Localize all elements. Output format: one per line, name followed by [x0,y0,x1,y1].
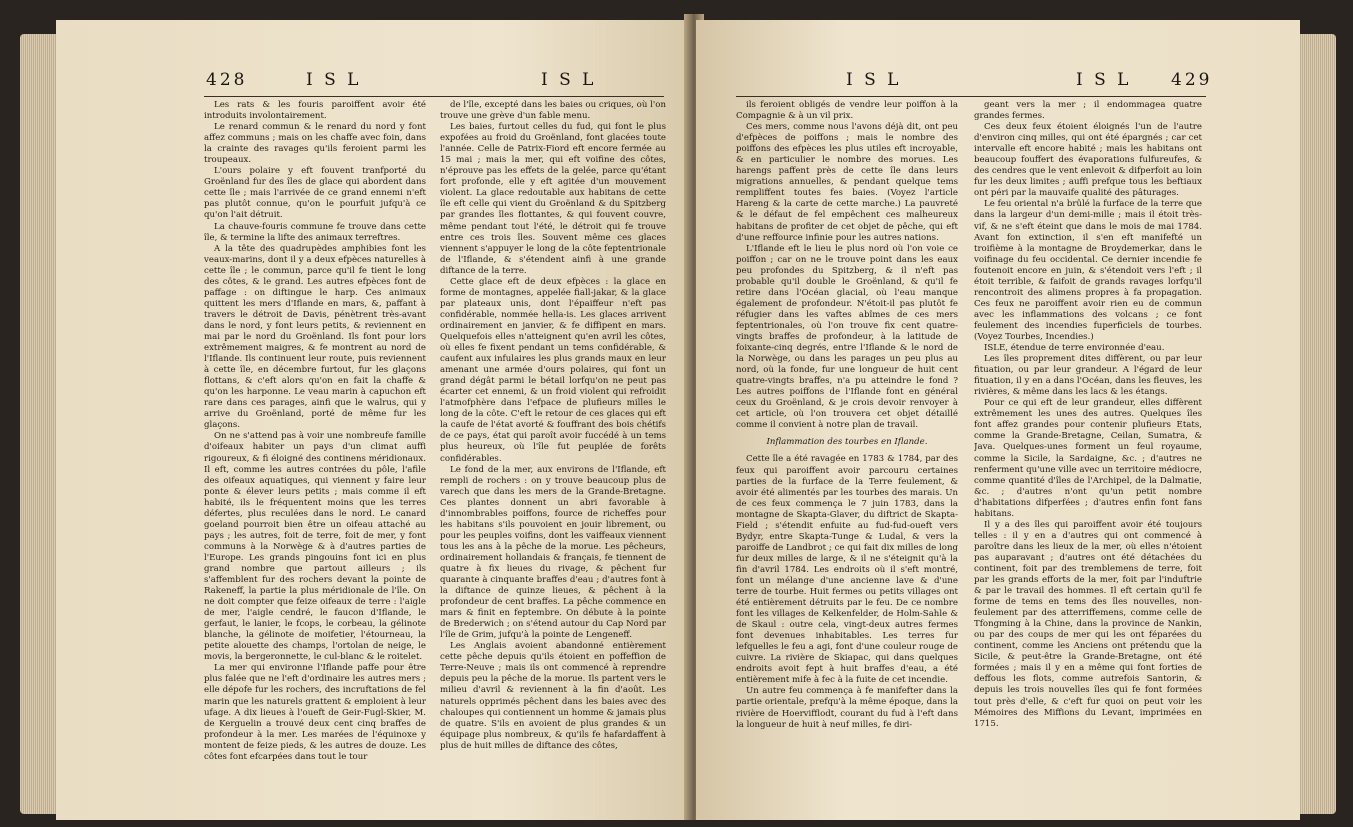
paragraph: ils feroient obligés de vendre leur poiffon à la Compagnie & à un vil prix. [736,100,958,122]
paragraph: La chauve-fouris commune fe trouve dans cette île, & termine la lifte des animaux terreftres. [204,221,426,243]
left-running-head-1: I S L [306,70,362,90]
right-column-1 [736,100,958,812]
paragraph: Cette glace eft de deux efpèces : la glace en forme de montagnes, appelée fiall-jakar, & la glace par plateaux unis, dont l'épaiffeur n'eft pas confidérable, nommée hella-is. Les glaces arrivent ordinairement en janvier, & fe diffipent en mars. Quelquefois elles n'atteignent qu'en avril les côtes, où elles fe fixent pendant un tems confidérable, & caufent aux infulaires les plus grands maux en leur amenant une armée d'ours polaires, qui font un grand dégât parmi le bétail lorfqu'on ne peut pas écarter cet ennemi, & un froid violent qui refroidit l'atmofphère dans l'efpace de plufieurs milles le long de la côte. C'eft le retour de ces glaces qui eft la caufe de l'état avorté & fouffrant des bois chétifs de ce pays, état qui paroît avoir fuccédé à un tems plus heureux, où l'île fut peuplée de forêts confidérables. [440,276,666,464]
page-edges-left [20,34,60,814]
left-page [56,20,692,820]
left-column-2 [440,100,666,812]
paragraph: Les rats & les fouris paroiffent avoir été introduits involontairement. [204,100,426,122]
paragraph: ISLE, étendue de terre environnée d'eau. [984,343,1165,354]
paragraph: La mer qui environne l'Iflande paffe pour être plus falée que ne l'eft d'ordinaire les autres mers ; elle dépofe fur les rochers, des incruftations de fel marin que les naturels grattent & emploient à leur ufage. A dix lieues à l'oueft de Geir-Fugl-Skier, M. de Kerguelin a trouvé deux cent cinq braffes de profondeur à la mer. Les marées de l'équinoxe y montent de feize pieds, & les autres de douze. Les côtes font efcarpées dans tout le tour [204,663,426,762]
open-book [20,14,1336,820]
paragraph: Les îles proprement dites diffèrent, ou par leur fituation, ou par leur grandeur. A l'égard de leur fituation, il y en a dans l'Océan, dans les fleuves, les rivières, & même dans les lacs & les étangs. [974,354,1202,398]
right-page-number: 429 [1171,70,1213,90]
paragraph: Le feu oriental n'a brûlé la furface de la terre que dans la largeur d'un demi-mille ; mais il étoit très-vif, & ne s'eft éteint que dans le mois de mai 1784. Avant fon extinction, il s'en eft manifefté un troifième à la montagne de Broydemerkar, dans le voifinage du feu occidental. Ce dernier incendie fe foutenoit encore en juin, & s'étendoit vers l'eft ; il étoit terrible, & faifoit de grands ravages lorfqu'il rencontroit des alimens propres à fa propagation. Ces feux ne paroiffent avoir rien eu de commun avec les inflammations des volcans ; ce font feulement des incendies fuperficiels de tourbes. (Voyez Tourbes, Incendies.) [974,199,1202,342]
paragraph: Cette île a été ravagée en 1783 & 1784, par des feux qui paroiffent avoir parcouru certaines parties de la furface de la Terre feulement, & avoir été alimentés par les tourbes des marais. Un de ces feux commença le 7 juin 1783, dans la montagne de Skapta-Glaver, du diftrict de Skapta-Field ; s'étendit enfuite au fud-fud-oueft vers Bydyr, entre Skapta-Tunge & Ludal, & vers la paroiffe de Landbrot ; ce qui fait dix milles de long fur deux milles de large, & il ne s'éteignit qu'à la fin d'avril 1784. Les endroits où il s'eft montré, font un mélange d'une ancienne lave & d'une terre de tourbe. Huit fermes ou petits villages ont été entièrement détruits par le feu. De ce nombre font les villages de Kelkenfelder, de Holm-Sahle & de Skaul : outre cela, vingt-deux autres fermes font devenues inhabitables. Les terres fur lefquelles le feu a agi, font d'une couleur rouge de cuivre. La rivière de Skiapac, qui dans quelques endroits avoit fept à huit braffes d'eau, a été entièrement mife à fec à la fuite de cet incendie. [736,454,958,686]
right-page [696,20,1300,820]
paragraph: Un autre feu commença à fe manifefter dans la partie orientale, prefqu'à la même époque, dans la rivière de Hoervifflodt, courant du fud à l'eft dans la longueur de huit à neuf milles, fe diri- [736,686,958,730]
right-column-2 [974,100,1202,812]
paragraph: Il y a des îles qui paroiffent avoir été toujours telles : il y en a d'autres qui ont commencé à paroître dans les lieux de la mer, où elles n'étoient pas auparavant ; d'autres ont été détachées du continent, foit par des tremblemens de terre, foit par les grands efforts de la mer, foit par l'induftrie & par le travail des hommes. Il eft certain qu'il fe forme de tems en tems des îles nouvelles, non-feulement par des atterriffemens, comme celle de Tfongming à la Chine, dans la province de Nankin, ou par des coups de mer qui les ont féparées du continent, comme les Anciens ont prétendu que la Sicile, & peut-être la Grande-Bretagne, ont été formées ; mais il y en a même qui font forties de deffous les flots, comme autrefois Santorin, & depuis les trois nouvelles îles qui fe font formées tout près d'elle, & c'eft fur quoi on peut voir les Mémoires des Miffions du Levant, imprimées en 1715. [974,519,1202,729]
paragraph: Les Anglais avoient abandonné entièrement cette pêche depuis qu'ils étoient en poffeffion de Terre-Neuve ; mais ils ont commencé à reprendre depuis peu la pêche de la morue. Ils partent vers le milieu d'avril & reviennent à la fin d'août. Les naturels opprimés pêchent dans les baies avec des chaloupes qui contiennent un homme & jamais plus de quatre. S'ils en avoient de plus grandes & un équipage plus nombreux, & qu'ils fe hafardaffent à plus de huit milles de diftance des côtes, [440,641,666,751]
paragraph: Ces mers, comme nous l'avons déjà dit, ont peu d'efpèces de poiffons ; mais le nombre des poiffons des efpèces les plus utiles eft incroyable, & en particulier le nombre des morues. Les harengs paffent près de cette île dans leurs migrations annuelles, & pendant quelque tems rempliffent toutes fes baies. (Voyez l'article Hareng & la carte de cette marche.) La pauvreté & le défaut de fel empêchent ces malheureux habitans de profiter de cet objet de pêche, qui eft d'une reffource infinie pour les autres nations. [736,122,958,243]
right-running-head-2: I S L [1076,70,1132,90]
paragraph: A la tête des quadrupèdes amphibies font les veaux-marins, dont il y a deux efpèces naturelles à cette île ; le commun, parce qu'il fe tient le long des côtes, & le grand. Les autres efpèces font de paffage : on diftingue le harp. Ces animaux quittent les mers d'Iflande en mars, &, paffant à travers le détroit de Davis, pénètrent très-avant dans le nord, y font leurs petits, & reviennent en mai par le nord du Groënland. Ils font pour lors extrêmement maigres, & fe montrent au nord de l'Iflande. Ils continuent leur route, puis reviennent à cette île, en décembre furtout, fur les glaçons flottans, & c'eft alors qu'on en fait la chaffe & qu'on les harponne. Le veau marin à capuchon eft rare dans ces parages, ainfi que le walrus, qui y arrive du Groënland, porté de même fur les glaçons. [204,243,426,431]
paragraph: geant vers la mer ; il endommagea quatre grandes fermes. [974,100,1202,122]
paragraph: Pour ce qui eft de leur grandeur, elles diffèrent extrêmement les unes des autres. Quelques îles font affez grandes pour contenir plufieurs Etats, comme la Grande-Bretagne, Ceilan, Sumatra, & Java. Quelques-unes forment un feul royaume, comme la Sicile, la Sardaigne, &c. ; d'autres ne renferment qu'une ville avec un territoire médiocre, comme quantité d'îles de l'Archipel, de la Dalmatie, &c. ; d'autres n'ont qu'un petit nombre d'habitations difperfées ; d'autres enfin font fans habitans. [974,398,1202,519]
left-page-number: 428 [206,70,248,90]
paragraph: Inflammation des tourbes en Iflande. [766,437,928,448]
paragraph: Ces deux feux étoient éloignés l'un de l'autre d'environ cinq milles, qui ont été épargnés ; car cet intervalle eft encore habité ; mais les habitans ont beaucoup fouffert des évaporations fulfureufes, & des cendres que le vent enlevoit & difperfoit au loin fur les deux limites ; auffi prefque tous les beftiaux ont péri par la mauvaife qualité des pâturages. [974,122,1202,199]
left-header-rule [204,96,664,97]
paragraph: L'ours polaire y eft fouvent tranfporté du Groënland fur des îles de glace qui abordent dans cette île ; mais l'arrivée de ce grand ennemi n'eft pas plutôt connue, qu'on le pourfuit jufqu'à ce qu'on l'ait détruit. [204,166,426,221]
paragraph: Le renard commun & le renard du nord y font affez communs ; mais on les chaffe avec foin, dans la crainte des ravages qu'ils feroient parmi les troupeaux. [204,122,426,166]
paragraph: Les baies, furtout celles du fud, qui font le plus expofées au froid du Groënland, font glacées toute l'année. Celle de Patrix-Fiord eft encore fermée au 15 mai ; mais la mer, qui eft voifine des côtes, n'éprouve pas les effets de la gelée, parce qu'étant fort profonde, elle y eft agitée d'un mouvement violent. La glace redoutable aux habitans de cette île eft celle qui vient du Groënland & du Spitzberg par grandes îles flottantes, & qui fouvent couvre, même pendant tout l'été, le détroit qui fe trouve entre ces trois îles. Souvent même ces glaces viennent s'appuyer le long de la côte feptentrionale de l'Iflande, & s'étendent ainfi à une grande diftance de la terre. [440,122,666,276]
left-column-1 [204,100,426,812]
left-running-head-2: I S L [541,70,597,90]
right-running-head-1: I S L [846,70,902,90]
paragraph: L'Iflande eft le lieu le plus nord où l'on voie ce poiffon ; car on ne le trouve point dans les eaux peu profondes du Spitzberg, & il n'eft pas probable qu'il double le Groënland, & qu'il fe retire dans l'Océan glacial, où l'eau manque également de profondeur. N'étoit-il pas plutôt fe réfugier dans les vaftes abîmes de ces mers feptentrionales, où l'on trouve fix cent quatre-vingts braffes de profondeur, à la latitude de foixante-cinq degrés, entre l'Iflande & le nord de la Norwège, ou dans les parages un peu plus au nord, où la fonde, fur une longueur de huit cent quatre-vingts braffes, n'a pu atteindre le fond ? Les autres poiffons de l'Iflande font en général ceux du Groënland, & je crois devoir renvoyer à cet article, où l'on trouvera cet objet détaillé comme il convient à notre plan de travail. [736,243,958,431]
paragraph: Le fond de la mer, aux environs de l'Iflande, eft rempli de rochers : on y trouve beaucoup plus de varech que dans les mers de la Grande-Bretagne. Ces plantes donnent un abri favorable à d'innombrables poiffons, fource de richeffes pour les habitans s'ils pouvoient en jouir librement, ou pour les peuples voifins, dont les vaiffeaux viennent tous les ans à la pêche de la morue. Les pêcheurs, ordinairement hollandais & français, fe tiennent de quatre à fix lieues du rivage, & pêchent fur quarante à cinquante braffes d'eau ; d'autres font à la diftance de quinze lieues, & pêchent à la profondeur de cent braffes. La pêche commence en mars & finit en feptembre. On débute à la pointe de Brederwich ; on s'étend autour du Cap Nord par l'île de Grim, jufqu'à la pointe de Lengeneff. [440,464,666,641]
page-edges-right [1300,34,1336,814]
right-header-rule [736,96,1206,97]
paragraph: de l'île, excepté dans les baies ou criques, où l'on trouve une grève d'un fable menu. [440,100,666,122]
paragraph: On ne s'attend pas à voir une nombreufe famille d'oifeaux habiter un pays d'un climat auffi rigoureux, & fi éloigné des continens méridionaux. Il eft, comme les autres contrées du pôle, l'afile des oifeaux aquatiques, qui viennent y faire leur ponte & élever leurs petits ; mais comme il eft habité, ils le fréquentent moins que les terres défertes, plus reculées dans le nord. Le canard goeland pourroit bien être un oifeau attaché au pays ; les autres, foit de terre, foit de mer, y font communs à la Norwège & à d'autres parties de l'Europe. Les grands pingouins font ici en plus grand nombre que partout ailleurs ; ils s'affemblent fur des rochers devant la pointe de Rakeneff, la partie la plus méridionale de l'île. On ne doit compter que feize oifeaux de terre : l'aigle de mer, l'aigle cendré, le faucon d'Iflande, le gerfaut, le lanier, le fcops, le corbeau, la gélinote blanche, la gélinote de moifetier, l'étourneau, la petite alouette des champs, l'ortolan de neige, le movis, la bergeronnette, le cul-blanc & le roitelet. [204,431,426,663]
